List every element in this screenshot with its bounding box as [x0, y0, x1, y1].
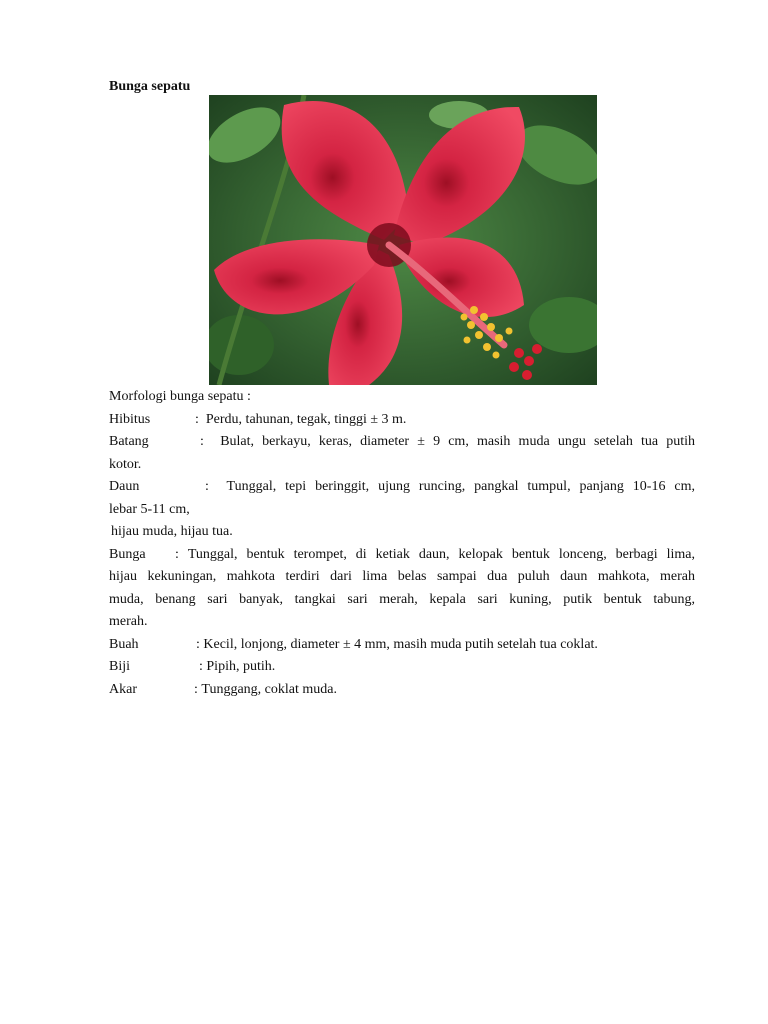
- entry-bunga: [109, 544, 695, 567]
- entry-value: Tunggang, coklat muda.: [201, 681, 337, 697]
- entry-daun-cont: lebar 5-11 cm,: [109, 501, 190, 517]
- morphology-heading: Morfologi bunga sepatu :: [109, 389, 251, 404]
- hibiscus-photo: [209, 95, 597, 385]
- entry-value: Bulat, berkayu, keras, diameter ± 9 cm, masih muda ungu setelah tua putih: [220, 434, 696, 449]
- entry-label: Buah: [109, 636, 139, 652]
- entry-value: Perdu, tahunan, tegak, tinggi ± 3 m.: [205, 411, 407, 427]
- entry-separator: :: [199, 659, 203, 674]
- entry-buah: [109, 634, 695, 657]
- entry-value: Tunggal, bentuk terompet, di ketiak daun, kelopak bentuk lonceng, berbagi lima,: [187, 546, 696, 562]
- entry-daun: [109, 476, 695, 499]
- entry-bunga-cont3: merah.: [109, 614, 148, 629]
- entry-batang: [109, 431, 695, 454]
- morphology-section: [109, 386, 695, 701]
- entry-bunga-cont2: muda, benang sari banyak, tangkai sari merah, kepala sari kuning, putik bentuk tabung,: [109, 591, 695, 607]
- entry-bunga-cont: hijau kekuningan, mahkota terdiri dari lima belas sampai dua puluh daun mahkota, merah: [109, 569, 695, 584]
- document-title: Bunga sepatu: [109, 79, 191, 94]
- entry-label: Bunga: [109, 546, 146, 562]
- entry-separator: :: [194, 681, 198, 697]
- entry-label: Batang: [109, 434, 149, 449]
- entry-biji: [109, 656, 695, 679]
- entry-separator: :: [195, 411, 199, 427]
- entry-label: Hibitus: [109, 411, 151, 427]
- entry-value: Pipih, putih.: [206, 659, 276, 674]
- entry-akar: [109, 679, 695, 702]
- entry-separator: :: [205, 479, 209, 494]
- entry-separator: :: [200, 434, 204, 449]
- entry-daun-cont2: hijau muda, hijau tua.: [111, 524, 233, 539]
- entry-label: Akar: [109, 681, 137, 697]
- entry-value: Kecil, lonjong, diameter ± 4 mm, masih muda putih setelah tua coklat.: [203, 636, 598, 652]
- entry-hibitus: [109, 409, 695, 432]
- entry-label: Biji: [109, 659, 131, 674]
- entry-separator: :: [175, 546, 179, 562]
- entry-value: Tunggal, tepi beringgit, ujung runcing, pangkal tumpul, panjang 10-16 cm,: [226, 479, 695, 494]
- entry-batang-cont: kotor.: [109, 456, 142, 472]
- entry-label: Daun: [109, 479, 140, 494]
- entry-separator: :: [196, 636, 200, 652]
